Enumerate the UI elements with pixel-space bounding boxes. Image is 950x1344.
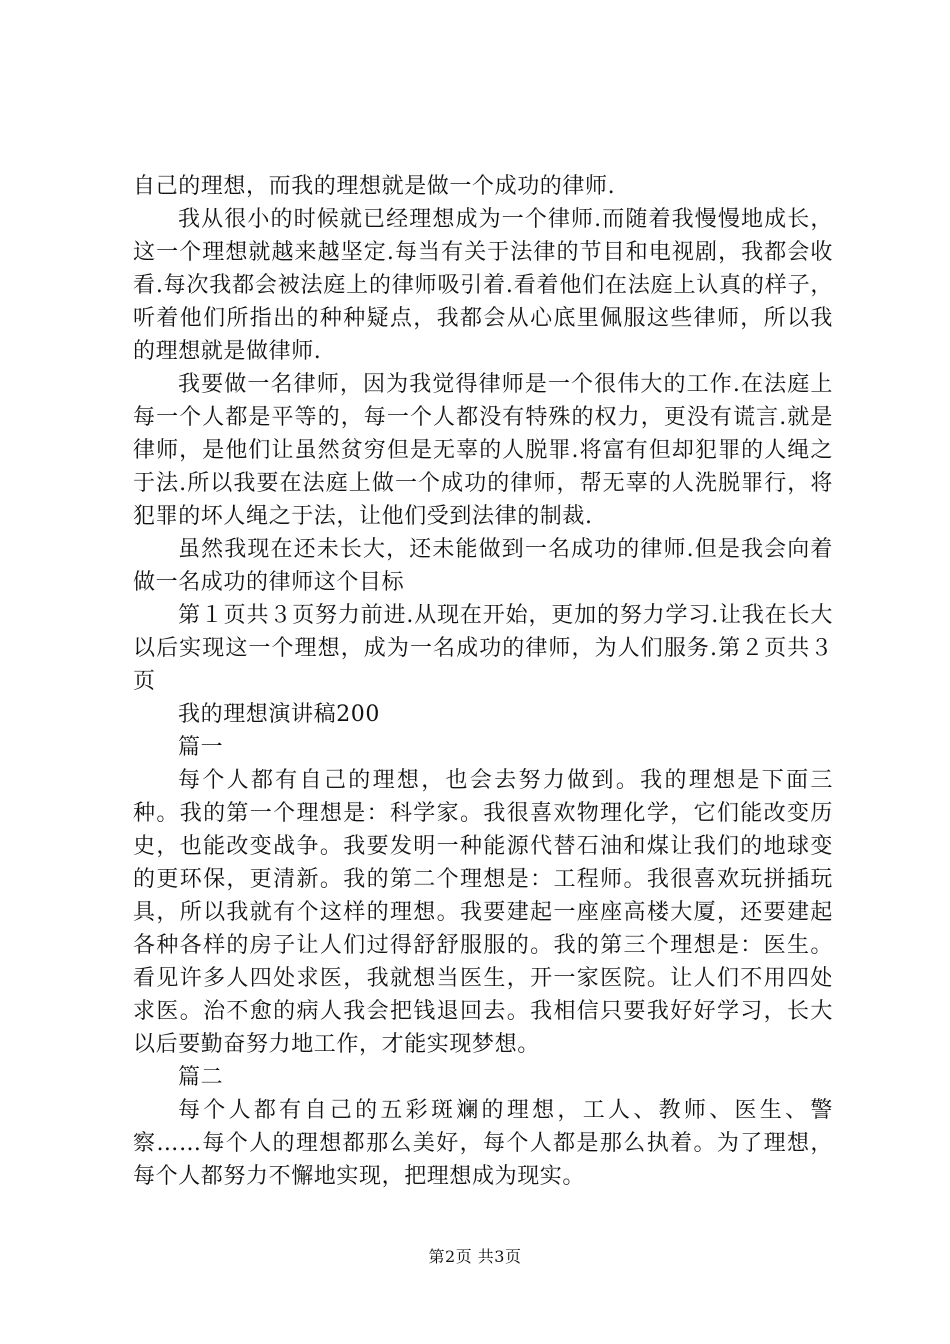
paragraph-colorful-dreams: 每个人都有自己的五彩斑斓的理想，工人、教师、医生、警察……每个人的理想都那么美好，每个人都是那么执着。为了理想，每个人都努力不懈地实现，把理想成为现实。	[133, 1098, 833, 1189]
document-body	[133, 170, 833, 1193]
section-heading-two: 篇二	[178, 1065, 224, 1090]
speech-title: 我的理想演讲稿200	[178, 702, 380, 727]
paragraph-continuation: 自己的理想，而我的理想就是做一个成功的律师.	[133, 174, 616, 199]
section-heading-one: 篇一	[178, 735, 224, 760]
paragraph-why-lawyer: 我要做一名律师，因为我觉得律师是一个很伟大的工作.在法庭上每一个人都是平等的，每一个人都没有特殊的权力，更没有谎言.就是律师，是他们让虽然贫穷但是无辜的人脱罪.将富有但却犯罪的人绳之于法.所以我要在法庭上做一个成功的律师，帮无辜的人洗脱罪行，将犯罪的坏人绳之于法，让他们受到法律的制裁.	[133, 372, 833, 529]
page-footer: 第2页 共3页	[428, 1247, 522, 1266]
paragraph-not-grown-up: 虽然我现在还未长大，还未能做到一名成功的律师.但是我会向着做一名成功的律师这个目标	[133, 537, 833, 595]
paragraph-three-dreams: 每个人都有自己的理想，也会去努力做到。我的理想是下面三种。我的第一个理想是：科学家。我很喜欢物理化学，它们能改变历史，也能改变战争。我要发明一种能源代替石油和煤让我们的地球变的更环保，更清新。我的第二个理想是：工程师。我很喜欢玩拼插玩具，所以我就有个这样的理想。我要建起一座座高楼大厦，还要建起各种各样的房子让人们过得舒舒服服的。我的第三个理想是：医生。看见许多人四处求医，我就想当医生，开一家医院。让人们不用四处求医。治不愈的病人我会把钱退回去。我相信只要我好好学习，长大以后要勤奋努力地工作，才能实现梦想。	[133, 768, 833, 1057]
paragraph-strive-forward: 第１页共３页努力前进.从现在开始，更加的努力学习.让我在长大以后实现这一个理想，成为一名成功的律师，为人们服务.第２页共３页	[133, 603, 833, 694]
paragraph-childhood-dream: 我从很小的时候就已经理想成为一个律师.而随着我慢慢地成长，这一个理想就越来越坚定.每当有关于法律的节目和电视剧，我都会收看.每次我都会被法庭上的律师吸引着.看着他们在法庭上认真的样子，听着他们所指出的种种疑点，我都会从心底里佩服这些律师，所以我的理想就是做律师.	[133, 207, 833, 364]
